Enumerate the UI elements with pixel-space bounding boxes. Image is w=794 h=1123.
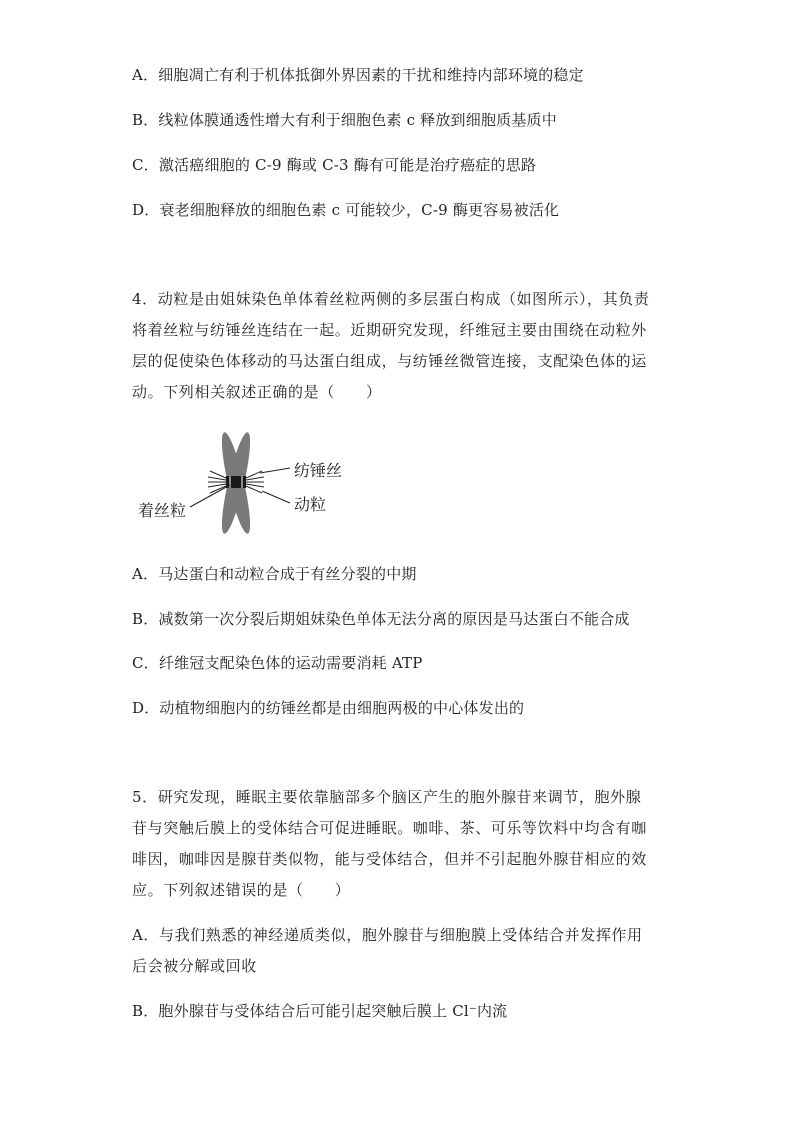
leader-kinetochore — [262, 491, 290, 503]
q4-stem-line-3: 层的促使染色体移动的马达蛋白组成，与纺锤丝微管连接，支配染色体的运 — [132, 352, 647, 370]
q4-stem-line-4: 动。下列相关叙述正确的是（ ） — [132, 383, 382, 401]
q4-option-d: D．动植物细胞内的纺锤丝都是由细胞两极的中心体发出的 — [132, 699, 525, 717]
q5-stem-line-4: 应。下列叙述错误的是（ ） — [132, 881, 351, 899]
chromosome-figure — [130, 425, 360, 535]
leader-spindle — [260, 468, 290, 473]
q5-option-b: B．胞外腺苷与受体结合后可能引起突触后膜上 Cl⁻内流 — [132, 1002, 508, 1020]
q3-option-c: C．激活癌细胞的 C-9 酶或 C-3 酶有可能是治疗癌症的思路 — [132, 156, 537, 174]
q3-option-d: D．衰老细胞释放的细胞色素 c 可能较少，C-9 酶更容易被活化 — [132, 201, 560, 219]
q3-option-b: B．线粒体膜通透性增大有利于细胞色素 c 释放到细胞质基质中 — [132, 111, 557, 129]
q4-option-c: C．纤维冠支配染色体的运动需要消耗 ATP — [132, 654, 423, 672]
label-kinetochore: 动粒 — [294, 495, 327, 514]
q3-option-a: A．细胞凋亡有利于机体抵御外界因素的干扰和维持内部环境的稳定 — [132, 66, 584, 84]
q5-stem-line-1: 5．研究发现，睡眠主要依靠脑部多个脑区产生的胞外腺苷来调节，胞外腺 — [132, 788, 642, 806]
q4-stem-line-2: 将着丝粒与纺锤丝连结在一起。近期研究发现，纤维冠主要由围绕在动粒外 — [132, 321, 647, 339]
q4-option-b: B．减数第一次分裂后期姐妹染色单体无法分离的原因是马达蛋白不能合成 — [132, 610, 630, 628]
q5-option-a-line-2: 后会被分解或回收 — [132, 957, 257, 975]
q5-stem-line-2: 苷与突触后膜上的受体结合可促进睡眠。咖啡、茶、可乐等饮料中均含有咖 — [132, 819, 647, 837]
q4-option-a: A．马达蛋白和动粒合成于有丝分裂的中期 — [132, 565, 417, 583]
centromere-block — [226, 476, 246, 488]
label-centromere: 着丝粒 — [138, 501, 187, 520]
q5-stem-line-3: 啡因，咖啡因是腺苷类似物，能与受体结合，但并不引起胞外腺苷相应的效 — [132, 850, 647, 868]
label-spindle: 纺锤丝 — [294, 461, 343, 480]
spindle-fibers-left — [208, 471, 226, 493]
q5-option-a-line-1: A．与我们熟悉的神经递质类似，胞外腺苷与细胞膜上受体结合并发挥作用 — [132, 926, 643, 944]
spindle-fibers-right — [246, 471, 264, 493]
q4-stem-line-1: 4．动粒是由姐妹染色单体着丝粒两侧的多层蛋白构成（如图所示），其负责 — [132, 290, 650, 308]
